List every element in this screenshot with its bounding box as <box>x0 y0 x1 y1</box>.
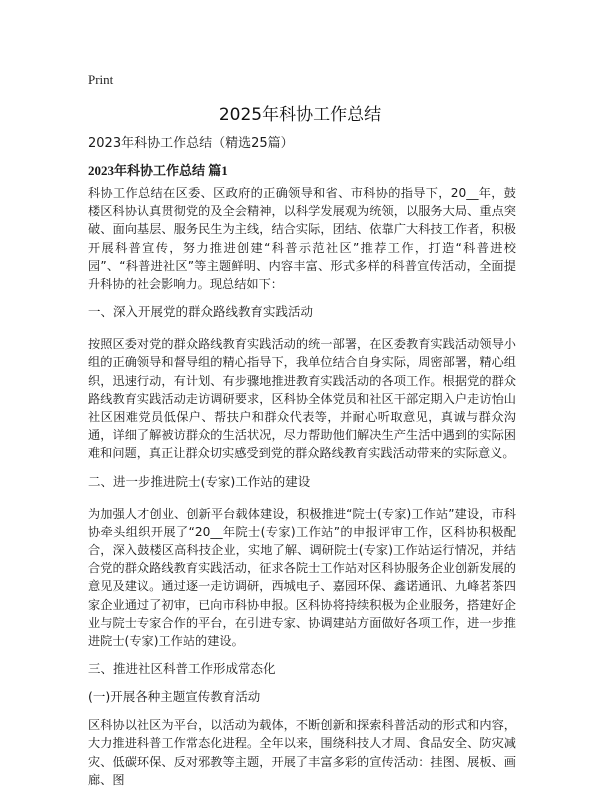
heading-party-campaign: 一、深入开展党的群众路线教育实践活动 <box>88 304 314 320</box>
print-link[interactable]: Print <box>88 72 114 87</box>
section-title: 2023年科协工作总结 篇1 <box>88 163 228 178</box>
heading-academician-station: 二、进一步推进院士(专家)工作站的建设 <box>88 473 311 489</box>
subheading-theme-activities: (一)开展各种主题宣传教育活动 <box>88 689 261 705</box>
paragraph-academician-station: 为加强人才创业、创新平台载体建设，积极推进“院士(专家)工作站”建设，市科协牵头组织开展了“20__年院士(专家)工作站”的申报评审工作，区科协积极配合，深入鼓楼区高科技企业，实地了解、调研院士(专家)工作站运行情况，并结合党的群众路线教育实践活动，征求各院士工作站对区科协服务企业创新发展的意见及建议。通过逐一走访调研，西城电子、嘉园环保、鑫诺通讯、九峰茗茶四家企业通过了初审，已向市科协申报。区科协将持续积极为企业服务，搭建好企业与院士专家合作的平台，在引进专家、协调建站方面做好各项工作，进一步推进院士(专家)工作站的建设。 <box>88 506 516 649</box>
document-body <box>88 184 516 789</box>
document-title: 2025年科协工作总结 <box>218 105 382 125</box>
intro-paragraph: 科协工作总结在区委、区政府的正确领导和省、市科协的指导下，20__年，鼓楼区科协认真贯彻党的及全会精神，以科学发展观为统领，以服务大局、重点突破、面向基层、服务民生为主线，结合实际，团结、依靠广大科技工作者，积极开展科普宣传，努力推进创建“科普示范社区”推荐工作，打造“科普进校园”、“科普进社区”等主题鲜明、内容丰富、形式多样的科普宣传活动，全面提升科协的社会影响力。现总结如下： <box>88 186 516 292</box>
document-subtitle: 2023年科协工作总结（精选25篇） <box>88 136 294 151</box>
heading-community-science: 三、推进社区科普工作形成常态化 <box>88 661 276 677</box>
paragraph-theme-activities: 区科协以社区为平台，以活动为载体，不断创新和探索科普活动的形式和内容，大力推进科普工作常态化进程。全年以来，围绕科技人才周、食品安全、防灾减灾、低碳环保、反对邪教等主题，开展了丰富多彩的宣传活动：挂图、展板、画廊、图 <box>88 718 516 787</box>
paragraph-party-campaign: 按照区委对党的群众路线教育实践活动的统一部署，在区委教育实践活动领导小组的正确领导和督导组的精心指导下，我单位结合自身实际，周密部署，精心组织，迅速行动，有计划、有步骤地推进教育实践活动的各项工作。根据党的群众路线教育实践活动走访调研要求，区科协全体党员和社区干部定期入户走访怡山社区困难党员低保户、帮扶户和群众代表等，并耐心听取意见，真诚与群众沟通，详细了解被访群众的生活状况，尽力帮助他们解决生产生活中遇到的实际困难和问题，真正让群众切实感受到党的群众路线教育实践活动带来的实际意义。 <box>88 337 516 461</box>
